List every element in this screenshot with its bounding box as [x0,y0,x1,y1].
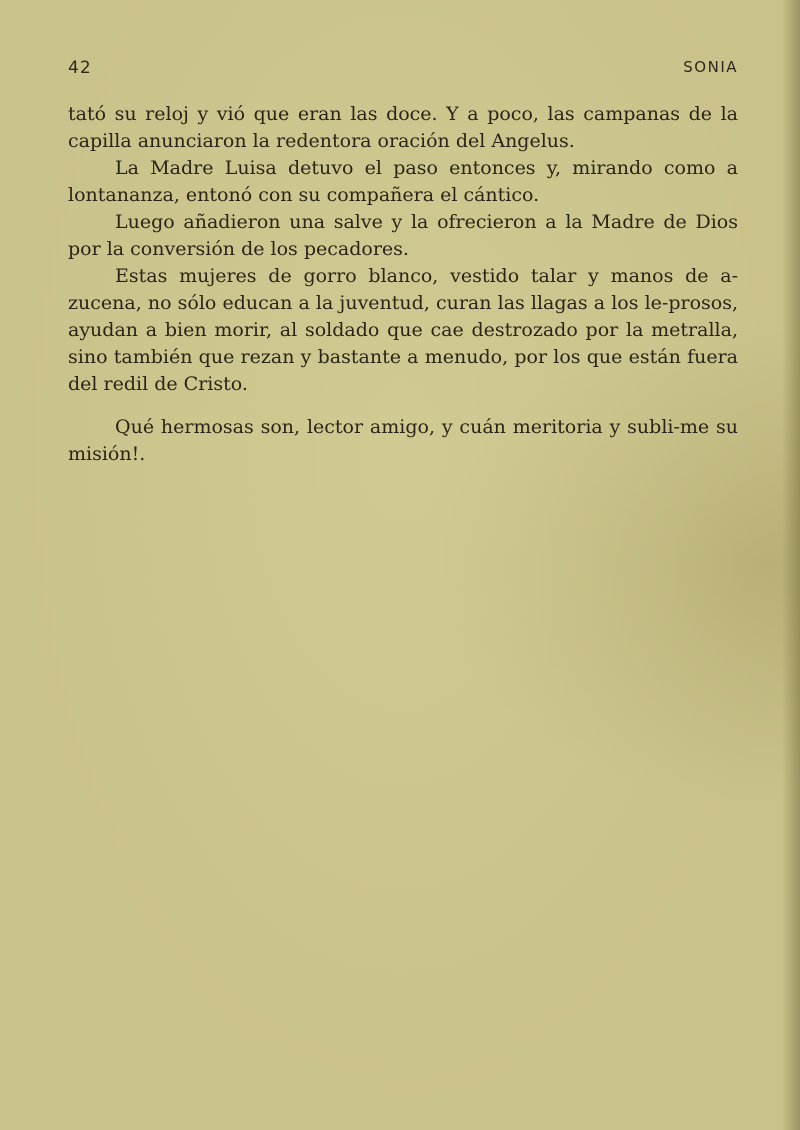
paragraph-2: La Madre Luisa detuvo el paso entonces y, mirando como a lontananza, entonó con su compañera el cántico. [68,157,738,206]
page-header [68,58,738,84]
paragraph-1: tató su reloj y vió que eran las doce. Y a poco, las campanas de la capilla anunciaron la redentora oración del Angelus. [68,103,738,152]
paragraph-5: Qué hermosas son, lector amigo, y cuán meritoria y subli-me su misión!. [68,416,738,465]
page-number: 42 [68,58,92,78]
paragraph-3: Luego añadieron una salve y la ofrecieron a la Madre de Dios por la conversión de los pecadores. [68,211,738,260]
running-title: SONIA [683,58,738,76]
page-edge-shadow [782,0,800,1130]
body-text [68,101,738,468]
paragraph-4: Estas mujeres de gorro blanco, vestido talar y manos de a-zucena, no sólo educan a la juventud, curan las llagas a los le-prosos, ayudan a bien morir, al soldado que cae destrozado por la metralla, sino también que rezan y bastante a menudo, por los que están fuera del redil de Cristo. [68,265,738,395]
